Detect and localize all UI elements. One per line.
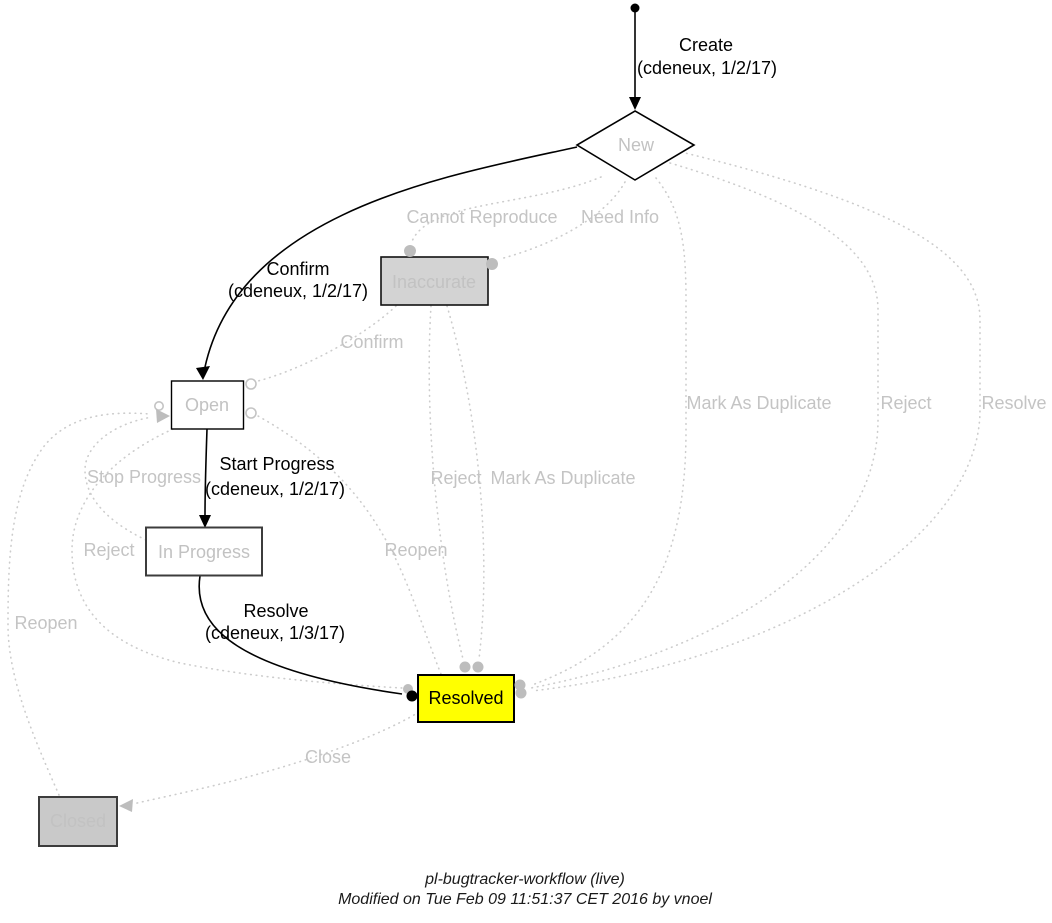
edge-mark-as-duplicate-new-path [532,178,686,685]
edge-start-progress-arrowhead [199,515,211,528]
arrowhead-confirm-inaccurate [246,379,256,389]
edge-start-progress-annotation: (cdeneux, 1/2/17) [204,479,346,499]
state-in-progress-label: In Progress [157,542,251,562]
edge-create-arrowhead [629,97,641,110]
edge-start-progress-path [205,429,207,516]
edge-resolve-in-progress-annotation: (cdeneux, 1/3/17) [204,623,346,643]
edge-resolve-new-path [532,152,980,691]
edge-reject-new-path [531,163,878,688]
edge-resolve-in-progress-label: Resolve [243,601,309,621]
state-new-label: New [617,135,655,155]
workflow-modified-caption: Modified on Tue Feb 09 11:51:37 CET 2016 by vnoel [338,891,712,908]
arrowhead-need-info [486,258,498,270]
state-open-label: Open [184,395,230,415]
edge-cannot-reproduce-label: Cannot Reproduce [406,207,558,227]
state-inaccurate-label: Inaccurate [391,272,477,292]
edge-close-label: Close [304,747,352,767]
arrowhead-cannot-reproduce [404,245,416,257]
arrowhead-mark-as-duplicate-inaccurate [473,662,484,673]
edge-reject-open-label: Reject [83,540,135,560]
edge-create-annotation: (cdeneux, 1/2/17) [636,58,778,78]
edge-mark-as-duplicate-new-label: Mark As Duplicate [686,393,832,413]
edge-reject-inaccurate-label: Reject [430,468,482,488]
edge-confirm-inaccurate-label: Confirm [340,332,404,352]
arrowhead-new-to-resolved-lower [516,688,527,699]
arrowhead-close [119,799,133,812]
edge-mark-as-duplicate-inaccurate-label: Mark As Duplicate [490,468,636,488]
state-closed-label: Closed [49,811,107,831]
edge-start-progress-label: Start Progress [219,454,335,474]
arrowhead-reopen-resolved [246,408,256,418]
edge-confirm-new-label: Confirm [266,259,330,279]
edge-reopen-closed-label: Reopen [14,613,78,633]
state-resolved-label: Resolved [428,688,504,708]
edge-need-info-label: Need Info [580,207,660,227]
arrowhead-open-left-ring [155,402,163,410]
initial-state-dot [631,4,640,13]
edge-reject-new-label: Reject [880,393,932,413]
edge-reopen-resolved-label: Reopen [384,540,448,560]
arrowhead-resolve-in-progress [407,691,418,702]
workflow-title: pl-bugtracker-workflow (live) [425,871,625,888]
arrowhead-stop-progress [156,409,170,423]
edge-stop-progress-label: Stop Progress [86,467,202,487]
edge-resolve-new-label: Resolve [981,393,1047,413]
edge-create-label: Create [678,35,734,55]
edge-confirm-new-arrowhead [196,366,210,380]
edge-close-path [133,712,419,804]
edge-confirm-new-annotation: (cdeneux, 1/2/17) [227,281,369,301]
arrowhead-reject-inaccurate [460,662,471,673]
